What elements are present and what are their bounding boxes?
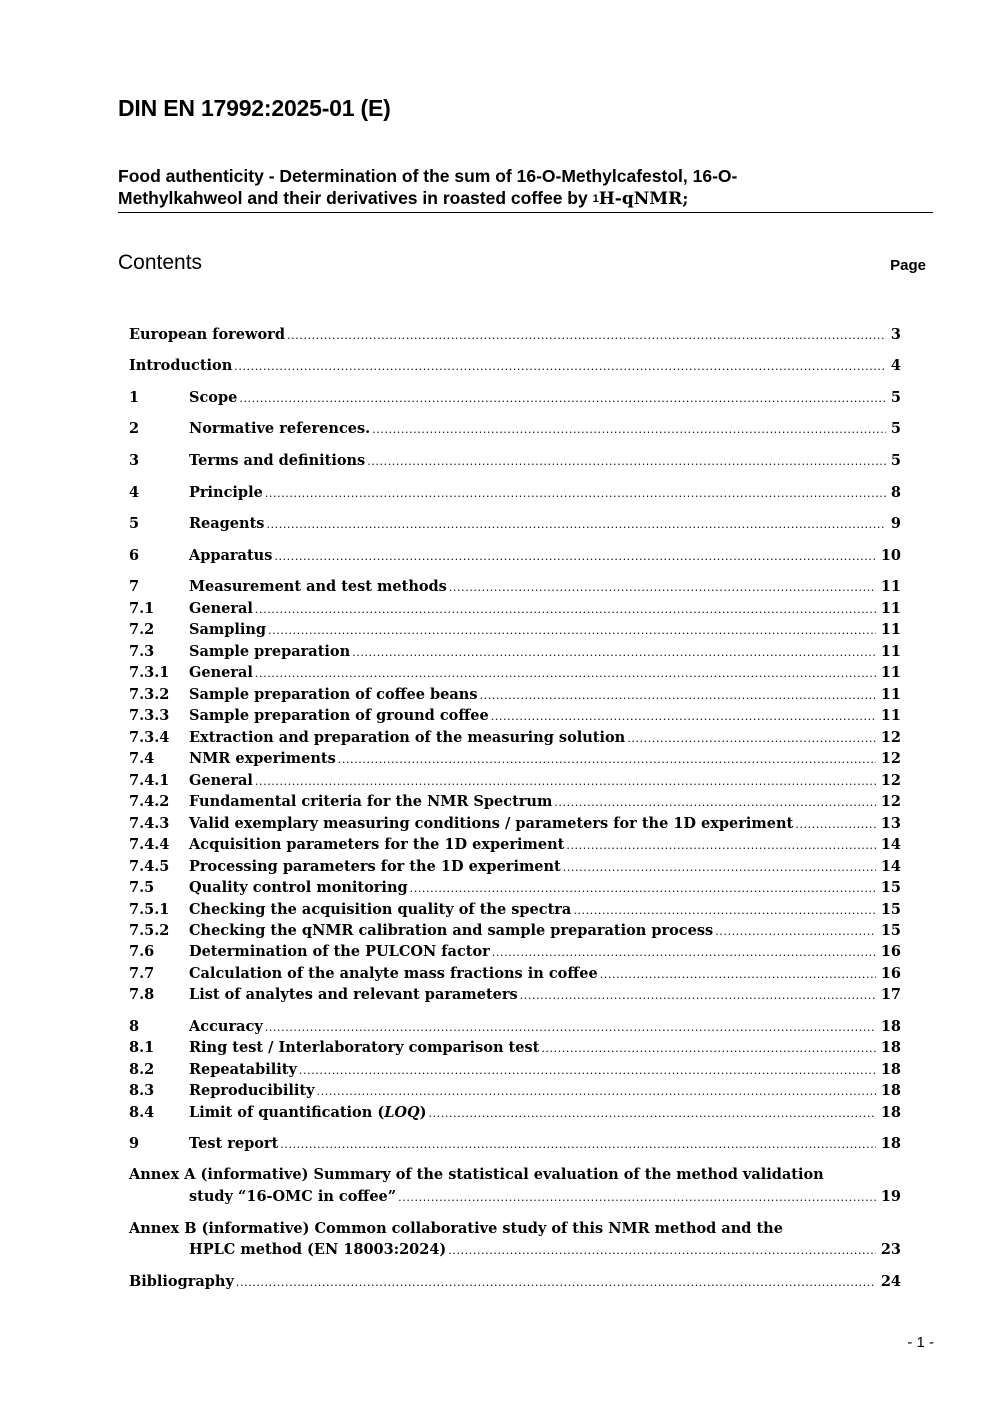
toc-entry-page: 15 (880, 901, 901, 918)
toc-entry-page: 11 (880, 664, 901, 681)
toc-entry-title: Quality control monitoring (189, 879, 408, 896)
toc-entry-title: Scope (189, 389, 238, 406)
dot-leader (317, 1082, 876, 1100)
toc-annex-entry[interactable] (129, 1220, 901, 1238)
dot-leader (299, 1061, 876, 1079)
dot-leader (234, 357, 886, 375)
dot-leader (338, 750, 876, 768)
toc-entry[interactable] (129, 815, 901, 833)
toc-entry-number: 6 (129, 547, 140, 564)
toc-entry[interactable] (129, 836, 901, 854)
toc-entry-title: Checking the qNMR calibration and sample preparation process (189, 922, 714, 939)
toc-entry[interactable] (129, 707, 901, 725)
toc-entry-page: 15 (880, 922, 901, 939)
document-title: DIN EN 17992:2025-01 (E) (118, 95, 391, 121)
toc-entry-page: 5 (890, 389, 901, 406)
toc-entry-page: 12 (880, 772, 901, 789)
toc-entry[interactable] (129, 858, 901, 876)
toc-entry-title: NMR experiments (189, 750, 336, 767)
toc-entry-title: Sampling (189, 621, 267, 638)
subtitle-line-2: Methylkahweol and their derivatives in roasted coffee by (118, 188, 588, 208)
subtitle-nmr: H-qNMR; (598, 189, 689, 209)
toc-entry[interactable] (129, 901, 901, 919)
toc-entry[interactable] (129, 578, 901, 596)
subtitle-line-1: Food authenticity - Determination of the sum of 16-O-Methylcafestol, 16-O- (118, 166, 738, 186)
dot-leader (255, 772, 876, 790)
toc-entry-title: Ring test / Interlaboratory comparison test (189, 1039, 540, 1056)
dot-leader (274, 547, 875, 565)
toc-entry-page: 8 (890, 484, 901, 501)
toc-entry-number: 7.5.1 (129, 901, 170, 918)
table-of-contents (129, 0, 901, 1403)
toc-entry-number: 7.8 (129, 986, 155, 1003)
toc-entry-title: European foreword (129, 326, 285, 343)
toc-entry[interactable] (129, 357, 901, 375)
toc-entry-title: Calculation of the analyte mass fractions in coffee (189, 965, 598, 982)
toc-entry[interactable] (129, 1018, 901, 1036)
toc-entry[interactable] (129, 686, 901, 704)
toc-entry-page: 11 (880, 707, 901, 724)
toc-entry-title: Accuracy (189, 1018, 263, 1035)
dot-leader (491, 707, 876, 725)
toc-entry-number: 4 (129, 484, 140, 501)
toc-entry-title: Sample preparation of coffee beans (189, 686, 478, 703)
toc-entry-title: General (189, 600, 253, 617)
toc-entry-title: Extraction and preparation of the measuring solution (189, 729, 626, 746)
toc-entry-page: 17 (880, 986, 901, 1003)
toc-entry[interactable] (129, 420, 901, 438)
toc-entry-page: 11 (880, 578, 901, 595)
toc-entry[interactable] (129, 750, 901, 768)
toc-entry-number: 7.4.3 (129, 815, 170, 832)
dot-leader (280, 1135, 876, 1153)
page-column-heading: Page (890, 257, 926, 274)
subtitle-superscript: 1 (592, 193, 599, 205)
toc-entry-number: 3 (129, 452, 140, 469)
dot-leader (480, 686, 876, 704)
toc-entry-title: Acquisition parameters for the 1D experiment (189, 836, 565, 853)
toc-entry-page: 3 (890, 326, 901, 343)
toc-entry-title: Introduction (129, 357, 233, 374)
toc-entry-page: 11 (880, 686, 901, 703)
toc-entry-page: 9 (890, 515, 901, 532)
toc-entry-number: 9 (129, 1135, 140, 1152)
toc-entry-page: 10 (880, 547, 901, 564)
toc-entry-number: 8.4 (129, 1104, 155, 1121)
toc-entry-page: 12 (880, 750, 901, 767)
dot-leader (255, 664, 876, 682)
toc-entry[interactable] (129, 1039, 901, 1057)
toc-entry[interactable] (129, 965, 901, 983)
dot-leader (449, 578, 876, 596)
toc-entry-page: 4 (890, 357, 901, 374)
dot-leader (573, 901, 876, 919)
toc-annex-entry[interactable] (129, 1166, 901, 1184)
toc-entry[interactable] (129, 772, 901, 790)
toc-annex-title-line-2: study “16-OMC in coffee” (189, 1188, 397, 1205)
toc-entry-number: 7.6 (129, 943, 155, 960)
toc-entry-title: Checking the acquisition quality of the spectra (189, 901, 572, 918)
toc-entry-number: 7.1 (129, 600, 155, 617)
toc-entry[interactable] (129, 1104, 901, 1122)
toc-entry-title: Reproducibility (189, 1082, 315, 1099)
toc-entry-page: 18 (880, 1039, 901, 1056)
contents-heading: Contents (118, 251, 203, 274)
toc-entry-title: Sample preparation of ground coffee (189, 707, 489, 724)
toc-entry-page: 11 (880, 643, 901, 660)
dot-leader (520, 986, 876, 1004)
toc-entry-page: 11 (880, 621, 901, 638)
toc-entry-title: Processing parameters for the 1D experiment (189, 858, 561, 875)
dot-leader (492, 943, 876, 961)
toc-entry[interactable] (129, 1061, 901, 1079)
toc-entry-number: 7.3.4 (129, 729, 170, 746)
toc-entry-title: Terms and definitions (189, 452, 366, 469)
toc-entry-title: Principle (189, 484, 263, 501)
dot-leader (367, 452, 886, 470)
toc-entry-number: 7.2 (129, 621, 155, 638)
toc-entry-number: 7.4.5 (129, 858, 170, 875)
toc-annex-title-line-2: HPLC method (EN 18003:2024) (189, 1241, 447, 1258)
toc-entry-number: 7.3 (129, 643, 155, 660)
toc-bibliography-entry[interactable] (129, 1273, 901, 1291)
dot-leader (627, 729, 876, 747)
toc-entry-number: 7.3.3 (129, 707, 170, 724)
toc-entry-title: Repeatability (189, 1061, 297, 1078)
toc-entry-number: 7.7 (129, 965, 155, 982)
dot-leader (566, 836, 875, 854)
dot-leader (265, 484, 886, 502)
toc-entry-page: 5 (890, 452, 901, 469)
toc-entry-page: 24 (880, 1273, 901, 1290)
dot-leader (372, 420, 886, 438)
toc-entry-title: List of analytes and relevant parameters (189, 986, 518, 1003)
toc-entry[interactable] (129, 515, 901, 533)
toc-entry-page: 14 (880, 858, 901, 875)
toc-entry-number: 7.4.2 (129, 793, 170, 810)
dot-leader (554, 793, 876, 811)
toc-entry[interactable] (129, 793, 901, 811)
toc-entry-title: General (189, 664, 253, 681)
toc-entry-title: Sample preparation (189, 643, 351, 660)
toc-entry-title: Apparatus (189, 547, 273, 564)
toc-entry[interactable] (129, 389, 901, 407)
toc-entry-title: Measurement and test methods (189, 578, 447, 595)
toc-annex-title-line-1: Annex A (informative) Summary of the statistical evaluation of the method validation (129, 1166, 824, 1183)
dot-leader (255, 600, 876, 618)
toc-entry-number: 8 (129, 1018, 140, 1035)
toc-entry-page: 19 (880, 1188, 901, 1205)
toc-entry-number: 7.4.4 (129, 836, 170, 853)
toc-entry-page: 12 (880, 729, 901, 746)
toc-entry[interactable] (129, 484, 901, 502)
dot-leader (287, 326, 886, 344)
toc-entry-number: 8.2 (129, 1061, 155, 1078)
dot-leader (410, 879, 876, 897)
toc-annex-title-line-1: Annex B (informative) Common collaborative study of this NMR method and the (129, 1220, 783, 1237)
toc-entry-title: Limit of quantification (LOQ) (189, 1104, 427, 1121)
toc-entry[interactable] (129, 986, 901, 1004)
toc-entry[interactable] (129, 879, 901, 897)
toc-entry[interactable] (129, 452, 901, 470)
dot-leader (795, 815, 876, 833)
dot-leader (352, 643, 876, 661)
toc-entry[interactable] (129, 643, 901, 661)
toc-entry-number: 7.5 (129, 879, 155, 896)
toc-entry[interactable] (129, 547, 901, 565)
toc-entry[interactable] (129, 922, 901, 940)
toc-entry-number: 5 (129, 515, 140, 532)
toc-entry-number: 7.3.2 (129, 686, 170, 703)
toc-entry-title: Bibliography (129, 1273, 234, 1290)
toc-entry-page: 18 (880, 1082, 901, 1099)
dot-leader (429, 1104, 876, 1122)
dot-leader (600, 965, 876, 983)
toc-entry-page: 15 (880, 879, 901, 896)
dot-leader (448, 1241, 876, 1259)
toc-entry[interactable] (129, 1135, 901, 1153)
toc-entry-title: Normative references. (189, 420, 371, 437)
toc-entry-number: 1 (129, 389, 140, 406)
dot-leader (563, 858, 876, 876)
dot-leader (239, 389, 886, 407)
toc-entry-title: Fundamental criteria for the NMR Spectrum (189, 793, 553, 810)
toc-annex-entry-continuation[interactable] (129, 1188, 901, 1206)
toc-entry-page: 16 (880, 943, 901, 960)
dot-leader (715, 922, 876, 940)
toc-entry-page: 18 (880, 1061, 901, 1078)
toc-entry-number: 7.5.2 (129, 922, 170, 939)
page-number: - 1 - (907, 1334, 934, 1351)
toc-entry-number: 8.3 (129, 1082, 155, 1099)
toc-entry-title: Determination of the PULCON factor (189, 943, 490, 960)
toc-entry-title: Test report (189, 1135, 279, 1152)
dot-leader (266, 515, 885, 533)
toc-entry[interactable] (129, 326, 901, 344)
toc-entry-number: 8.1 (129, 1039, 155, 1056)
toc-entry-number: 7.4 (129, 750, 155, 767)
toc-entry-number: 7.3.1 (129, 664, 170, 681)
toc-entry-page: 23 (880, 1241, 901, 1258)
toc-entry[interactable] (129, 729, 901, 747)
toc-entry-title: Reagents (189, 515, 265, 532)
toc-entry-number: 2 (129, 420, 140, 437)
toc-entry-number: 7 (129, 578, 140, 595)
toc-entry-page: 18 (880, 1018, 901, 1035)
dot-leader (268, 621, 876, 639)
dot-leader (398, 1188, 876, 1206)
toc-entry-number: 7.4.1 (129, 772, 170, 789)
toc-entry[interactable] (129, 943, 901, 961)
toc-entry-page: 18 (880, 1135, 901, 1152)
toc-entry[interactable] (129, 1082, 901, 1100)
toc-entry-page: 11 (880, 600, 901, 617)
toc-entry-page: 16 (880, 965, 901, 982)
toc-annex-entry-continuation[interactable] (129, 1241, 901, 1259)
toc-entry[interactable] (129, 621, 901, 639)
toc-entry-page: 5 (890, 420, 901, 437)
toc-entry-page: 18 (880, 1104, 901, 1121)
dot-leader (265, 1018, 876, 1036)
toc-entry-title: General (189, 772, 253, 789)
toc-entry[interactable] (129, 664, 901, 682)
dot-leader (541, 1039, 875, 1057)
toc-entry-title: Valid exemplary measuring conditions / parameters for the 1D experiment (189, 815, 794, 832)
toc-entry-page: 13 (880, 815, 901, 832)
toc-entry-page: 14 (880, 836, 901, 853)
dot-leader (236, 1273, 876, 1291)
toc-entry[interactable] (129, 600, 901, 618)
toc-entry-page: 12 (880, 793, 901, 810)
